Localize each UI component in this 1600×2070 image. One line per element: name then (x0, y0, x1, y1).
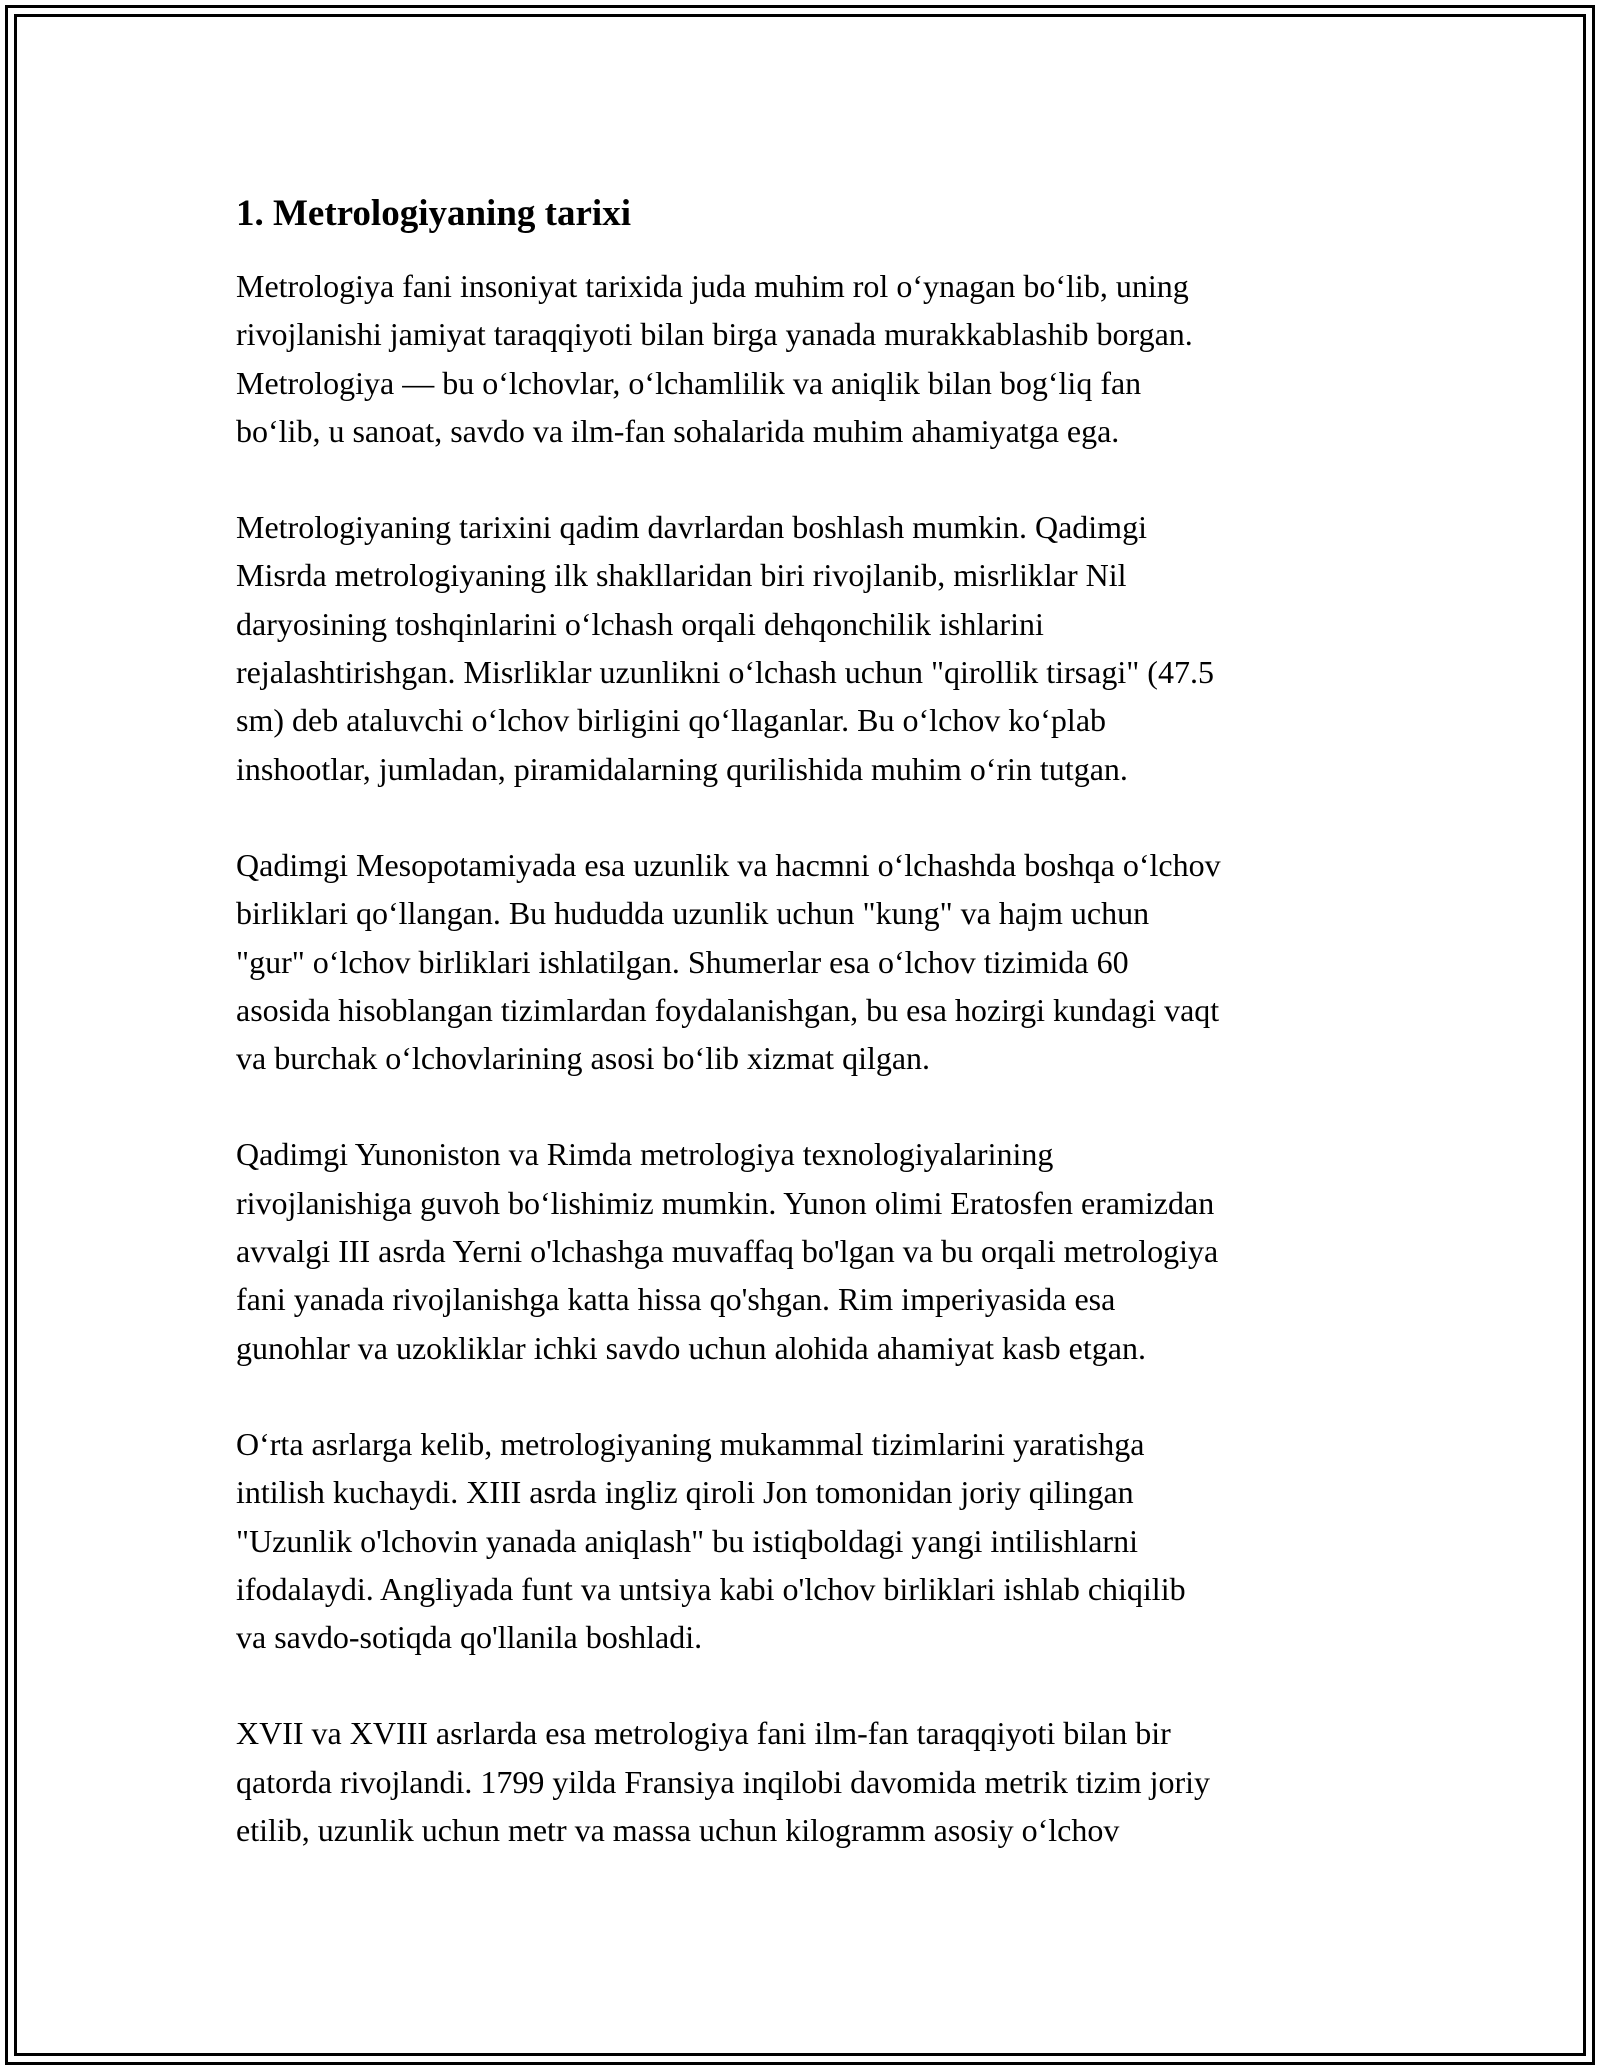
text-line: ifodalaydi. Angliyada funt va untsiya kabi o'lchov birliklari ishlab chiqilib (236, 1570, 1186, 1607)
paragraph-list (236, 262, 1386, 1854)
text-line: rejalashtirishgan. Misrliklar uzunlikni o‘lchash uchun "qirollik tirsagi" (47.5 (236, 654, 1214, 691)
text-line: bo‘lib, u sanoat, savdo va ilm-fan sohalarida muhim ahamiyatga ega. (236, 412, 1120, 449)
text-line: inshootlar, jumladan, piramidalarning qurilishida muhim o‘rin tutgan. (236, 750, 1128, 787)
text-line: birliklari qo‘llangan. Bu hududda uzunlik uchun "kung" va hajm uchun (236, 895, 1150, 932)
body-paragraph (236, 1130, 1386, 1371)
text-line: va burchak o‘lchovlarining asosi bo‘lib xizmat qilgan. (236, 1040, 931, 1077)
body-paragraph (236, 841, 1386, 1082)
text-line: va savdo-sotiqda qo'llanila boshladi. (236, 1619, 703, 1656)
text-line: Metrologiya — bu o‘lchovlar, o‘lchamlilik va aniqlik bilan bog‘liq fan (236, 364, 1142, 401)
text-line: gunohlar va uzokliklar ichki savdo uchun alohida ahamiyat kasb etgan. (236, 1329, 1146, 1366)
section-heading: 1. Metrologiyaning tarixi (236, 193, 631, 234)
text-line: fani yanada rivojlanishga katta hissa qo'shgan. Rim imperiyasida esa (236, 1281, 1116, 1318)
body-paragraph (236, 1709, 1386, 1854)
body-paragraph (236, 503, 1386, 793)
text-line: Qadimgi Yunoniston va Rimda metrologiya texnologiyalarining (236, 1136, 1054, 1173)
text-line: Misrda metrologiyaning ilk shakllaridan biri rivojlanib, misrliklar Nil (236, 557, 1127, 594)
text-line: rivojlanishi jamiyat taraqqiyoti bilan birga yanada murakkablashib borgan. (236, 316, 1193, 353)
text-line: XVII va XVIII asrlarda esa metrologiya fani ilm-fan taraqqiyoti bilan bir (236, 1715, 1171, 1752)
text-line: etilib, uzunlik uchun metr va massa uchun kilogramm asosiy o‘lchov (236, 1812, 1120, 1849)
text-line: Qadimgi Mesopotamiyada esa uzunlik va hacmni o‘lchashda boshqa o‘lchov (236, 846, 1221, 883)
text-line: rivojlanishiga guvoh bo‘lishimiz mumkin. Yunon olimi Eratosfen eramizdan (236, 1184, 1215, 1221)
body-paragraph (236, 262, 1386, 455)
text-line: avvalgi III asrda Yerni o'lchashga muvaffaq bo'lgan va bu orqali metrologiya (236, 1233, 1219, 1270)
document-body (236, 186, 1386, 1902)
text-line: Metrologiya fani insoniyat tarixida juda muhim rol o‘ynagan bo‘lib, uning (236, 268, 1189, 304)
text-line: asosida hisoblangan tizimlardan foydalanishgan, bu esa hozirgi kundagi vaqt (236, 991, 1220, 1028)
text-line: daryosining toshqinlarini o‘lchash orqali dehqonchilik ishlarini (236, 605, 1044, 642)
text-line: O‘rta asrlarga kelib, metrologiyaning mukammal tizimlarini yaratishga (236, 1425, 1145, 1462)
text-line: sm) deb ataluvchi o‘lchov birligini qo‘llaganlar. Bu o‘lchov ko‘plab (236, 702, 1107, 739)
text-line: qatorda rivojlandi. 1799 yilda Fransiya inqilobi davomida metrik tizim joriy (236, 1763, 1211, 1800)
text-line: intilish kuchaydi. XIII asrda ingliz qiroli Jon tomonidan joriy qilingan (236, 1474, 1134, 1511)
text-line: "gur" o‘lchov birliklari ishlatilgan. Shumerlar esa o‘lchov tizimida 60 (236, 943, 1129, 980)
body-paragraph (236, 1420, 1386, 1661)
text-line: Metrologiyaning tarixini qadim davrlardan boshlash mumkin. Qadimgi (236, 509, 1147, 546)
text-line: "Uzunlik o'lchovin yanada aniqlash" bu istiqboldagi yangi intilishlarni (236, 1522, 1138, 1559)
